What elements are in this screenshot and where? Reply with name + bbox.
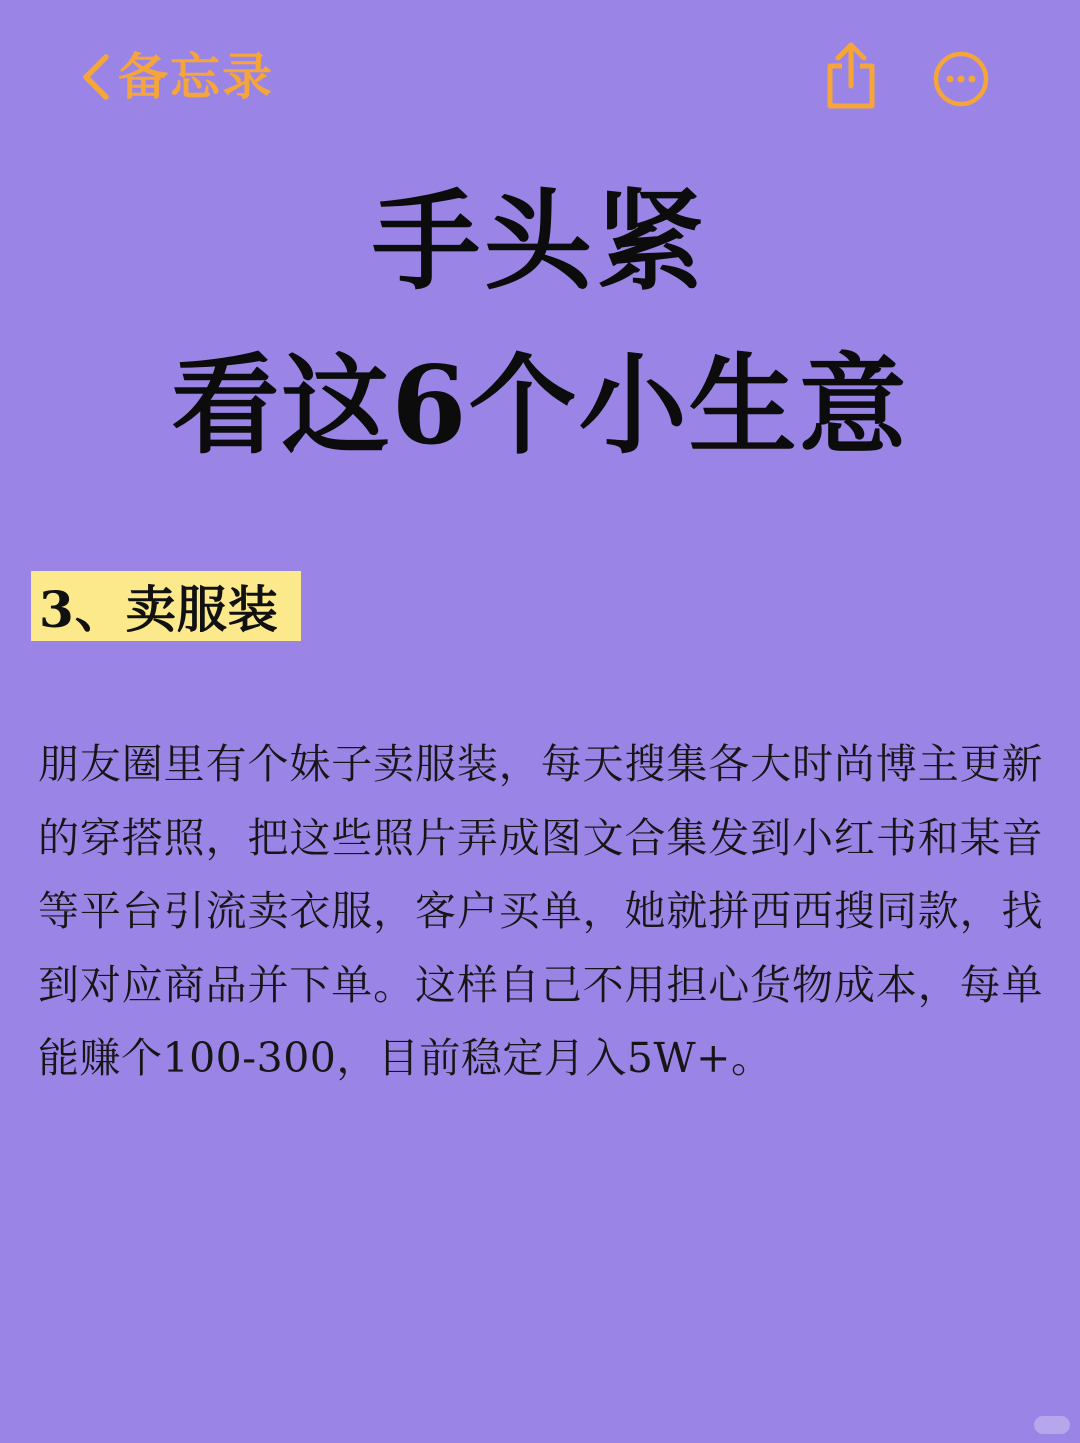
back-button-label: 备忘录 (118, 47, 274, 106)
more-options-button[interactable] (931, 49, 991, 109)
share-icon (822, 97, 880, 116)
section-heading: 3、卖服装 (31, 571, 301, 641)
note-title-line-2: 看这6个小生意 (171, 343, 909, 469)
note-body-text: 朋友圈里有个妹子卖服装，每天搜集各大时尚博主更新的穿搭照，把这些照片弄成图文合集发到小红书和某音等平台引流卖衣服，客户买单，她就拼西西搜同款，找到对应商品并下单。这样自己不用担心货物成本，每单能赚个100-300，目前稳定月入5W+。 (38, 740, 1043, 1082)
note-title-line-1: 手头紧 (371, 179, 708, 305)
more-options-icon (931, 94, 991, 113)
chevron-left-icon (78, 51, 112, 103)
watermark-badge (1034, 1416, 1070, 1434)
back-button[interactable] (78, 42, 274, 112)
note-toolbar (0, 0, 1080, 150)
share-button[interactable] (822, 40, 880, 112)
